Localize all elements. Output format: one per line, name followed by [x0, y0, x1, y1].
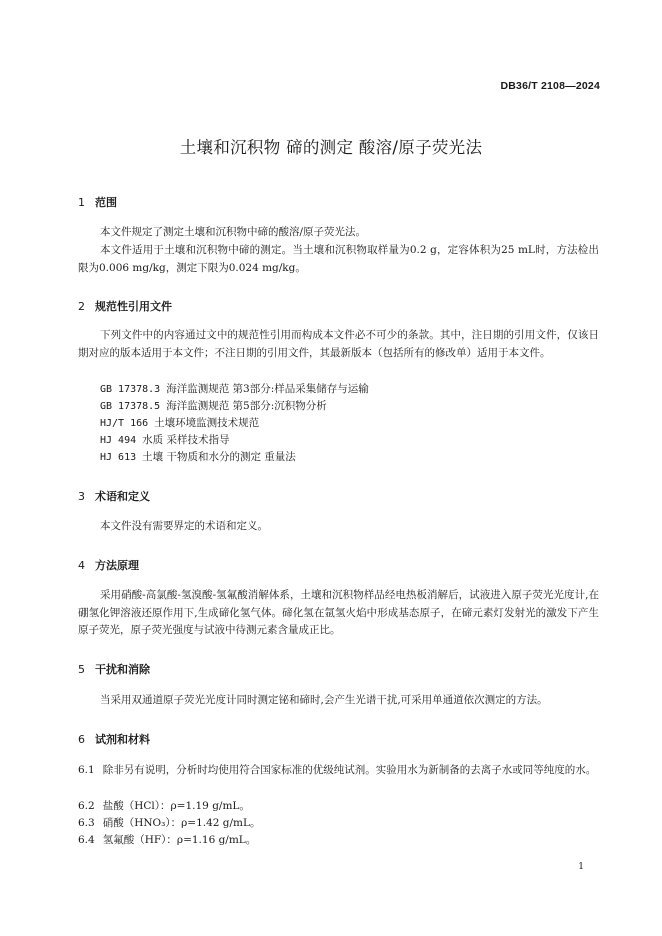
reagent-item	[78, 762, 599, 780]
section-title: 范围	[95, 196, 117, 209]
interference-paragraph: 当采用双通道原子荧光光度计同时测定铋和碲时,会产生光谱干扰,可采用单通道依次测定的方法。	[100, 694, 548, 706]
reference-item	[100, 449, 296, 466]
reference-title: 海洋监测规范 第5部分:沉积物分析	[166, 400, 327, 412]
reference-code: HJ 613	[100, 452, 137, 463]
section-title: 术语和定义	[95, 490, 150, 503]
section-number: 5	[78, 663, 85, 676]
section-title: 干扰和消除	[95, 663, 150, 676]
section-5-heading	[78, 661, 150, 677]
section-1-heading	[78, 194, 117, 210]
terms-paragraph: 本文件没有需要界定的术语和定义。	[100, 520, 268, 532]
section-number: 4	[78, 559, 85, 572]
reference-code: GB 17378.5	[100, 401, 161, 412]
section-number: 6	[78, 733, 85, 746]
item-text: 氢氟酸（HF）：ρ=1.16 g/mL。	[102, 834, 257, 846]
normative-refs-intro: 下列文件中的内容通过文中的规范性引用而构成本文件必不可少的条款。其中，注日期的引用文件，仅该日期对应的版本适用于本文件；不注日期的引用文件，其最新版本（包括所有的修改单）适用于本文件。	[78, 329, 599, 359]
reference-code: GB 17378.3	[100, 384, 161, 395]
section-number: 3	[78, 490, 85, 503]
reagent-item	[78, 832, 599, 850]
section-title: 试剂和材料	[95, 733, 150, 746]
reference-code: HJ 494	[100, 435, 137, 446]
document-title: 土壤和沉积物 碲的测定 酸溶/原子荧光法	[179, 138, 483, 157]
section-title: 方法原理	[95, 559, 139, 572]
item-number: 6.1	[78, 764, 95, 776]
page-number: 1	[578, 862, 584, 872]
section-3-heading	[78, 488, 150, 504]
section-title: 规范性引用文件	[95, 300, 172, 313]
scope-paragraph-2: 本文件适用于土壤和沉积物中碲的测定。当土壤和沉积物取样量为0.2 g，定容体积为25 mL时，方法检出限为0.006 mg/kg，测定下限为0.024 mg/kg。	[78, 244, 599, 274]
reference-item	[100, 398, 327, 415]
item-number: 6.3	[78, 817, 95, 829]
section-number: 1	[78, 196, 85, 209]
section-2-heading	[78, 298, 172, 314]
item-text: 硝酸（HNO₃）：ρ=1.42 g/mL。	[102, 817, 261, 829]
scope-paragraph-1: 本文件规定了测定土壤和沉积物中碲的酸溶/原子荧光法。	[100, 226, 367, 238]
section-number: 2	[78, 300, 85, 313]
item-number: 6.2	[78, 800, 95, 812]
reference-item	[100, 415, 259, 432]
item-text: 盐酸（HCl）：ρ=1.19 g/mL。	[102, 800, 250, 812]
reagent-item	[78, 815, 599, 833]
item-text: 除非另有说明，分析时均使用符合国家标准的优级纯试剂。实验用水为新制备的去离子水或同等纯度的水。	[102, 764, 597, 776]
reference-item	[100, 381, 369, 398]
item-number: 6.4	[78, 834, 95, 846]
reference-title: 海洋监测规范 第3部分:样品采集储存与运输	[166, 383, 369, 395]
standard-code: DB36/T 2108—2024	[500, 80, 600, 92]
reference-title: 土壤环境监测技术规范	[154, 417, 260, 429]
reference-title: 水质 采样技术指导	[142, 434, 230, 446]
reference-item	[100, 432, 229, 449]
reagent-item	[78, 798, 599, 816]
principle-paragraph: 采用硝酸-高氯酸-氢溴酸-氢氟酸消解体系，土壤和沉积物样品经电热板消解后，试液进入原子荧光光度计,在硼氢化钾溶液还原作用下,生成碲化氢气体。碲化氢在氩氢火焰中形成基态原子，在碲元素灯发射光的激发下产生原子荧光，原子荧光强度与试液中待测元素含量成正比。	[78, 589, 599, 636]
reference-code: HJ/T 166	[100, 418, 149, 429]
section-4-heading	[78, 557, 139, 573]
reference-title: 土壤 干物质和水分的测定 重量法	[142, 451, 296, 463]
section-6-heading	[78, 731, 150, 747]
